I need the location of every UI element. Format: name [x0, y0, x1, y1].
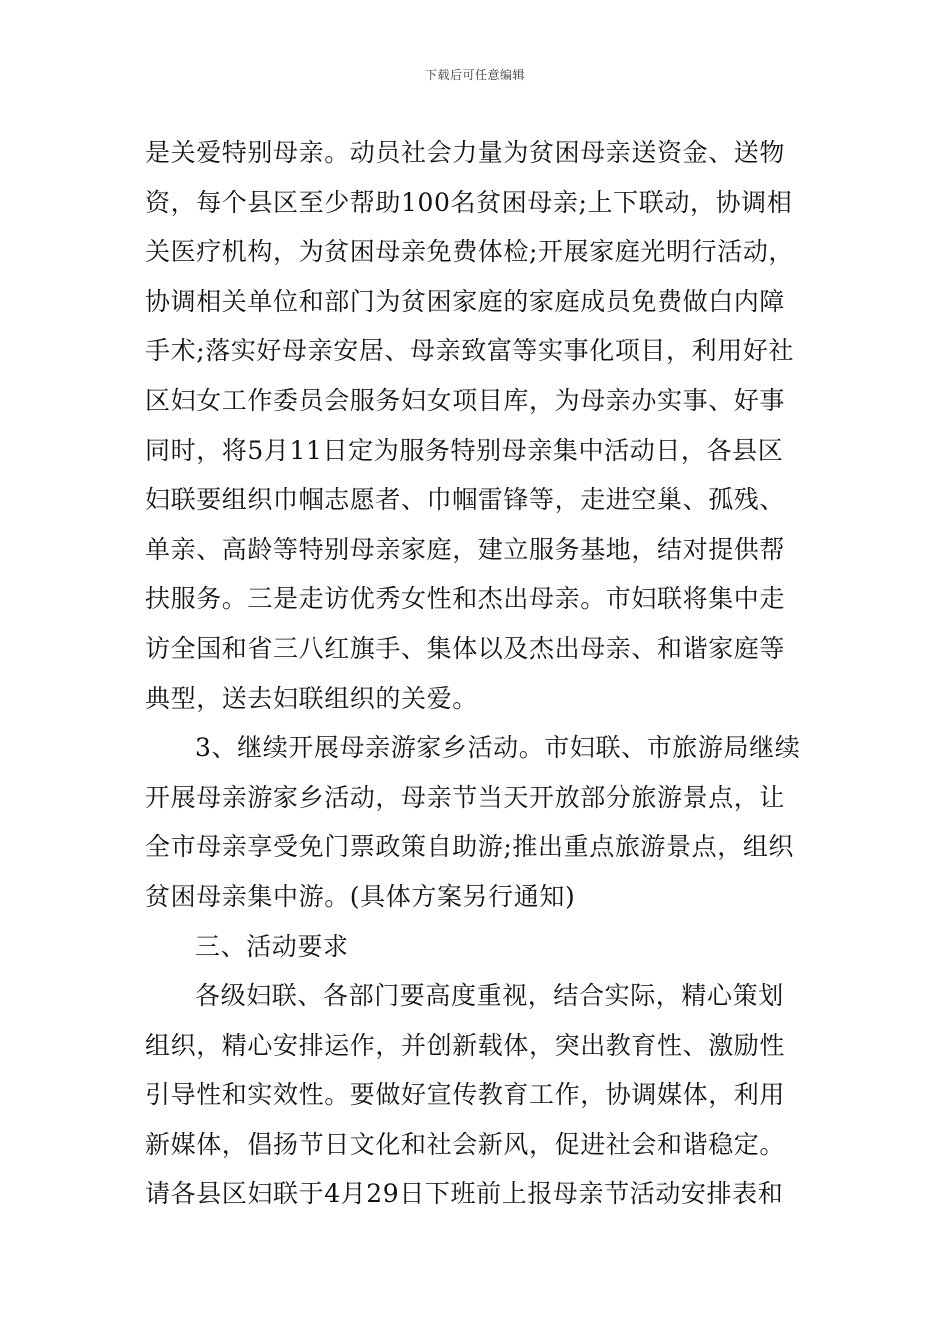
text-line: 引导性和实效性。要做好宣传教育工作，协调媒体，利用 — [145, 1080, 786, 1110]
section-heading: 三、活动要求 — [195, 931, 349, 961]
paragraph-start-line: 3、继续开展母亲游家乡活动。市妇联、市旅游局继续 — [195, 733, 801, 763]
document-body — [145, 128, 815, 1219]
text-line: 扶服务。三是走访优秀女性和杰出母亲。市妇联将集中走 — [145, 584, 786, 614]
header-note: 下载后可任意编辑 — [424, 68, 525, 82]
text-line: 开展母亲游家乡活动，母亲节当天开放部分旅游景点，让 — [145, 782, 786, 812]
text-line: 请各县区妇联于4月29日下班前上报母亲节活动安排表和 — [145, 1179, 784, 1209]
text-line: 单亲、高龄等特别母亲家庭，建立服务基地，结对提供帮 — [145, 534, 786, 564]
text-line: 新媒体，倡扬节日文化和社会新风，促进社会和谐稳定。 — [145, 1129, 786, 1159]
text-line: 协调相关单位和部门为贫困家庭的家庭成员免费做白内障 — [145, 286, 786, 316]
text-line: 访全国和省三八红旗手、集体以及杰出母亲、和谐家庭等 — [145, 633, 786, 663]
text-line: 妇联要组织巾帼志愿者、巾帼雷锋等，走进空巢、孤残、 — [145, 485, 786, 515]
text-line: 关医疗机构，为贫困母亲免费体检;开展家庭光明行活动， — [145, 237, 795, 267]
text-line: 典型，送去妇联组织的关爱。 — [145, 683, 478, 713]
paragraph-start-line: 各级妇联、各部门要高度重视，结合实际，精心策划 — [195, 981, 784, 1011]
text-line: 是关爱特别母亲。动员社会力量为贫困母亲送资金、送物 — [145, 138, 786, 167]
text-line: 区妇女工作委员会服务妇女项目库，为母亲办实事、好事 — [145, 385, 786, 415]
text-line: 贫困母亲集中游。(具体方案另行通知) — [145, 881, 576, 911]
text-line: 资，每个县区至少帮助100名贫困母亲;上下联动，协调相 — [145, 187, 793, 217]
text-line: 全市母亲享受免门票政策自助游;推出重点旅游景点，组织 — [145, 832, 795, 862]
text-line: 手术;落实好母亲安居、母亲致富等实事化项目，利用好社 — [145, 336, 795, 366]
text-line: 同时，将5月11日定为服务特别母亲集中活动日，各县区 — [145, 435, 784, 465]
text-line: 组织，精心安排运作，并创新载体，突出教育性、激励性 — [145, 1030, 786, 1060]
